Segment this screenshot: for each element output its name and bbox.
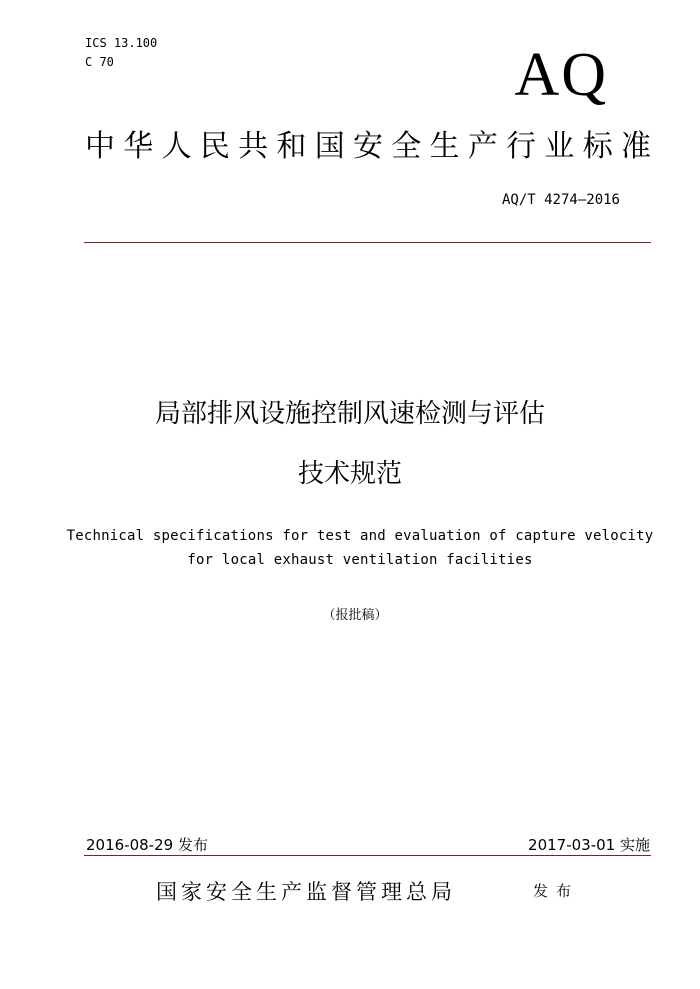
bottom-divider — [84, 855, 651, 856]
ics-code: ICS 13.100 — [85, 36, 158, 50]
issue-date: 2016-08-29 发布 — [86, 836, 208, 854]
standard-number: AQ/T 4274—2016 — [501, 192, 620, 208]
document-title-cn-line2: 技术规范 — [297, 459, 402, 489]
draft-status: （报批稿） — [322, 608, 388, 623]
issuing-authority-suffix: 发布 — [533, 882, 580, 900]
aq-logo: AQ — [514, 41, 608, 109]
document-title-en-line1: Technical specifications for test and evaluation of capture velocity — [66, 528, 654, 544]
ccs-code: C 70 — [85, 55, 114, 69]
document-title-en-line2: for local exhaust ventilation facilities — [187, 552, 533, 568]
issuing-authority: 国家安全生产监督管理总局 — [156, 880, 456, 904]
top-divider — [84, 242, 651, 243]
standard-category-title: 中华人民共和国安全生产行业标准 — [85, 129, 651, 164]
implementation-date: 2017-03-01 实施 — [528, 836, 650, 854]
document-title-cn-line1: 局部排风设施控制风速检测与评估 — [154, 399, 545, 429]
